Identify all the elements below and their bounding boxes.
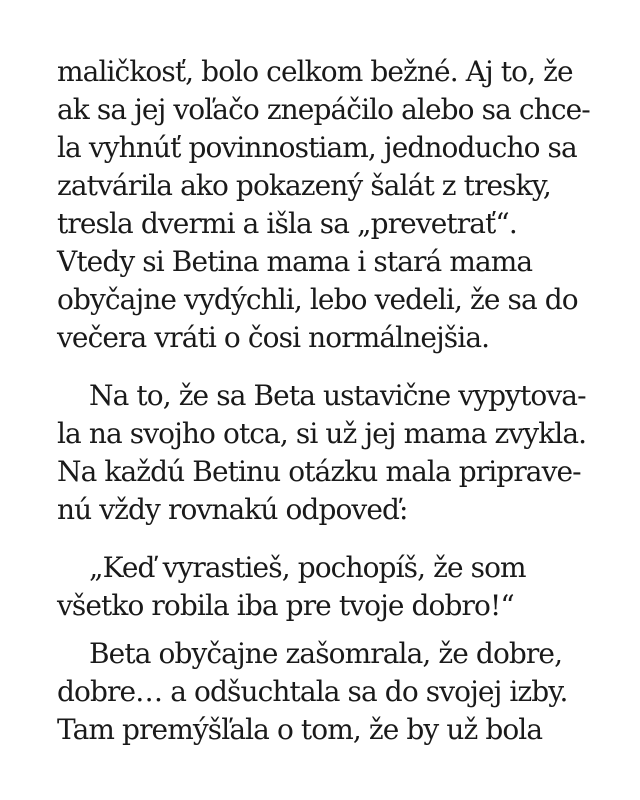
- text-line-6: Vtedy si Betina mama i stará mama: [57, 245, 533, 278]
- paragraph-start-line: Na to, že sa Beta ustavične vypytova-: [89, 379, 586, 412]
- text-line-2: ak sa jej voľačo znepáčilo alebo sa chce-: [57, 93, 590, 126]
- text-line-12: nú vždy rovnakú odpoveď:: [57, 493, 408, 526]
- text-line-11: Na každú Betinu otázku mala priprave-: [57, 455, 581, 488]
- text-line-10: la na svojho otca, si už jej mama zvykla.: [57, 417, 587, 450]
- text-line-14: všetko robila iba pre tvoje dobro!“: [57, 589, 514, 622]
- quote-start-line: „Keď vyrastieš, pochopíš, že som: [89, 551, 526, 584]
- text-line-17: Tam premýšľala o tom, že by už bola: [57, 713, 543, 746]
- text-line-1: maličkosť, bolo celkom bežné. Aj to, že: [57, 55, 573, 88]
- text-line-5: tresla dvermi a išla sa „prevetrať“.: [57, 207, 517, 240]
- text-line-4: zatvárila ako pokazený šalát z tresky,: [57, 169, 551, 202]
- text-line-8: večera vráti o čosi normálnejšia.: [57, 321, 490, 354]
- paragraph-start-line-2: Beta obyčajne zašomrala, že dobre,: [89, 637, 563, 670]
- text-line-16: dobre… a odšuchtala sa do svojej izby.: [57, 675, 568, 708]
- text-line-3: la vyhnúť povinnostiam, jednoducho sa: [57, 131, 577, 164]
- text-line-7: obyčajne vydýchli, lebo vedeli, že sa do: [57, 283, 578, 316]
